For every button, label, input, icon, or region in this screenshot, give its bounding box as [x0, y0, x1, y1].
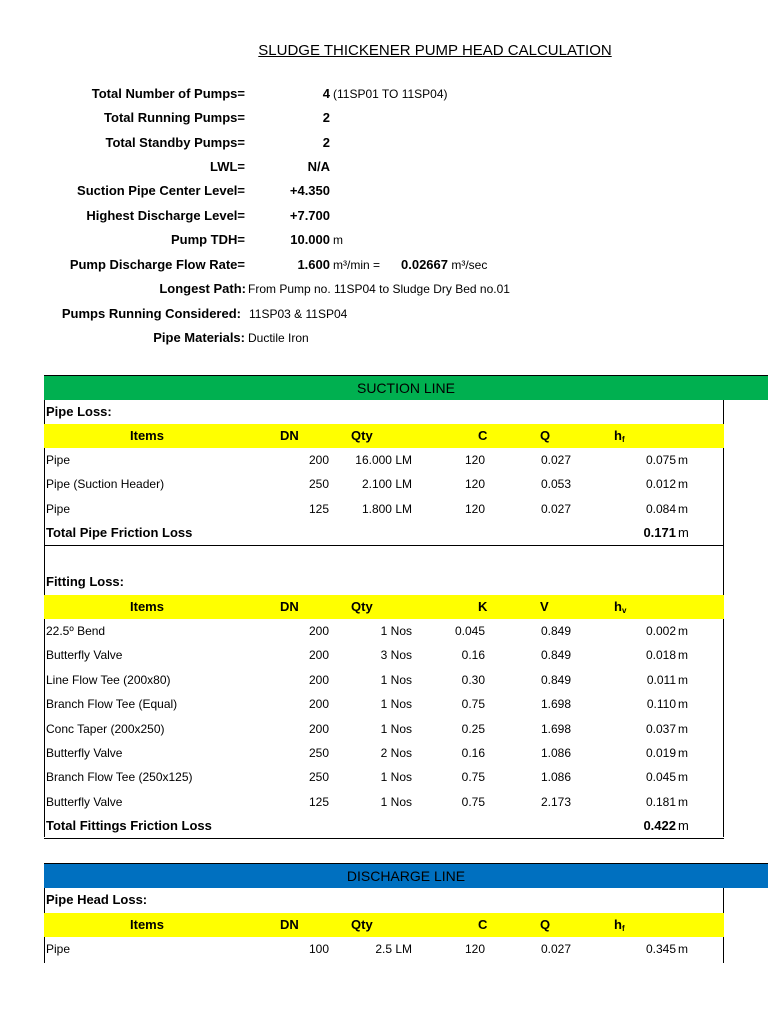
longest-path-row	[0, 278, 768, 300]
cell-dn: 200	[308, 721, 329, 736]
cell-unit: m	[678, 624, 688, 638]
col-qty: Qty	[351, 599, 373, 614]
cell-c: 0.75	[461, 697, 485, 712]
cell-h: 0.019	[645, 746, 676, 760]
cell-dn: 200	[308, 672, 329, 687]
col-q: Q	[540, 917, 551, 932]
flow-rate-value: 1.600	[297, 257, 330, 272]
cell-h: 0.084	[645, 501, 676, 516]
col-dn: DN	[280, 599, 299, 614]
table-row	[44, 472, 724, 496]
table-row	[44, 619, 724, 643]
col-hv: $h_v$	[614, 599, 627, 615]
cell-c: 0.16	[461, 648, 485, 663]
col-items: Items	[130, 428, 164, 443]
cell-c: 120	[464, 477, 485, 492]
table-row	[44, 937, 724, 961]
cell-q: 2.173	[541, 794, 572, 809]
cell-q: 0.849	[541, 624, 572, 638]
cell-h: 0.012	[645, 477, 676, 492]
cell-c: 120	[464, 453, 485, 467]
cell-qty: 1 Nos	[380, 721, 412, 736]
tdh-row	[0, 229, 768, 251]
tdh-unit: m	[333, 233, 343, 247]
lwl-row	[0, 156, 768, 178]
cell-dn: 100	[308, 942, 329, 956]
cell-unit: m	[678, 770, 688, 785]
cell-item: Conc Taper (200x250)	[46, 721, 165, 736]
lwl-label: LWL=	[209, 159, 245, 174]
discharge-level-value: +7.700	[289, 208, 330, 223]
pipe-loss-label: Pipe Loss:	[46, 404, 112, 419]
discharge-level-label: Highest Discharge Level=	[86, 208, 245, 223]
cell-qty: 2.100 LM	[361, 477, 412, 492]
pipe-materials-value: Ductile Iron	[248, 331, 309, 345]
cell-unit: m	[678, 942, 688, 956]
col-dn: DN	[280, 917, 299, 932]
col-c: C	[478, 428, 488, 443]
cell-h: 0.110	[646, 697, 676, 712]
col-dn: DN	[280, 428, 299, 443]
cell-unit: m	[678, 648, 688, 663]
cell-h: 0.045	[645, 770, 676, 785]
cell-qty: 1 Nos	[380, 770, 412, 785]
cell-dn: 200	[308, 624, 329, 638]
flow-rate-row	[0, 254, 768, 276]
longest-path-value: From Pump no. 11SP04 to Sludge Dry Bed no.01	[248, 282, 510, 296]
table-row	[44, 741, 724, 765]
fitting-loss-header-row	[44, 595, 724, 619]
fitting-total-label: Total Fittings Friction Loss	[46, 818, 212, 833]
col-hf: $h_f$	[614, 917, 625, 933]
cell-q: 1.698	[541, 721, 572, 736]
discharge-level-row	[0, 205, 768, 227]
suction-level-label: Suction Pipe Center Level=	[77, 183, 245, 198]
pipe-total-label: Total Pipe Friction Loss	[46, 525, 193, 540]
table-row	[44, 765, 724, 789]
pumps-considered-label: Pumps Running Considered:	[61, 306, 241, 321]
cell-item: 22.5º Bend	[46, 624, 106, 638]
table-row	[44, 692, 724, 716]
pipe-loss-header-row	[44, 424, 724, 448]
total-pumps-note: (11SP01 TO 11SP04)	[333, 87, 448, 101]
col-items: Items	[130, 599, 164, 614]
pipe-materials-row	[0, 327, 768, 349]
cell-dn: 200	[308, 453, 329, 467]
cell-unit: m	[678, 697, 688, 712]
cell-qty: 1 Nos	[380, 672, 412, 687]
cell-q: 0.027	[541, 942, 572, 956]
flow-rate-label: Pump Discharge Flow Rate=	[69, 257, 245, 272]
cell-qty: 2 Nos	[380, 746, 412, 760]
fitting-loss-label: Fitting Loss:	[46, 574, 124, 589]
cell-h: 0.002	[645, 624, 676, 638]
cell-qty: 1 Nos	[380, 624, 412, 638]
cell-unit: m	[678, 721, 688, 736]
pumps-considered-value: 11SP03 & 11SP04	[249, 307, 348, 321]
col-v: V	[540, 599, 549, 614]
col-c: C	[478, 917, 488, 932]
col-hf: $h_f$	[614, 428, 625, 444]
total-pumps-row	[0, 83, 768, 105]
fitting-total-unit: m	[678, 818, 689, 833]
cell-h: 0.075	[645, 453, 676, 467]
running-pumps-row	[0, 107, 768, 129]
cell-item: Pipe (Suction Header)	[46, 477, 165, 492]
cell-q: 0.849	[541, 672, 572, 687]
flow-rate-unit: m³/min =	[333, 258, 381, 272]
cell-q: 1.086	[541, 770, 572, 785]
fitting-total-row	[44, 814, 724, 839]
cell-dn: 125	[308, 501, 329, 516]
discharge-header-row	[44, 913, 724, 937]
cell-unit: m	[678, 794, 688, 809]
cell-c: 120	[464, 942, 485, 956]
pipe-materials-label: Pipe Materials:	[153, 330, 245, 345]
suction-line-bar: SUCTION LINE	[44, 375, 768, 400]
cell-dn: 125	[308, 794, 329, 809]
cell-qty: 3 Nos	[380, 648, 412, 663]
col-qty: Qty	[351, 428, 373, 443]
table-row	[44, 497, 724, 521]
standby-pumps-label: Total Standby Pumps=	[105, 135, 245, 150]
longest-path-label: Longest Path:	[159, 281, 246, 296]
discharge-line-bar: DISCHARGE LINE	[44, 863, 768, 888]
table-row	[44, 643, 724, 667]
cell-qty: 1.800 LM	[361, 501, 412, 516]
cell-h: 0.037	[645, 721, 676, 736]
cell-h: 0.345	[645, 942, 676, 956]
tdh-label: Pump TDH=	[170, 232, 245, 247]
standby-pumps-row	[0, 132, 768, 154]
table-row	[44, 790, 724, 814]
suction-level-row	[0, 180, 768, 202]
col-k: K	[478, 599, 488, 614]
page-title: SLUDGE THICKENER PUMP HEAD CALCULATION	[258, 42, 612, 59]
col-q: Q	[540, 428, 551, 443]
cell-item: Butterfly Valve	[46, 746, 123, 760]
running-pumps-value: 2	[322, 110, 330, 125]
cell-qty: 1 Nos	[380, 697, 412, 712]
flow-rate-unit2: m³/sec	[451, 258, 488, 272]
cell-unit: m	[678, 453, 688, 467]
pipe-total-value: 0.171	[643, 525, 676, 540]
cell-dn: 200	[308, 648, 329, 663]
total-pumps-label: Total Number of Pumps=	[91, 86, 245, 101]
running-pumps-label: Total Running Pumps=	[104, 110, 245, 125]
standby-pumps-value: 2	[322, 135, 330, 150]
cell-c: 0.30	[461, 672, 485, 687]
pumps-considered-row	[0, 303, 768, 325]
cell-dn: 250	[308, 770, 329, 785]
cell-unit: m	[678, 746, 688, 760]
cell-q: 0.027	[541, 501, 572, 516]
tdh-value: 10.000	[290, 232, 330, 247]
cell-h: 0.018	[645, 648, 676, 663]
cell-c: 0.25	[461, 721, 485, 736]
cell-item: Branch Flow Tee (Equal)	[46, 697, 178, 712]
table-row	[44, 717, 724, 741]
flow-rate-value2: 0.02667	[401, 257, 448, 272]
cell-dn: 250	[308, 477, 329, 492]
cell-item: Butterfly Valve	[46, 648, 123, 663]
cell-item: Pipe	[46, 453, 71, 467]
cell-qty: 2.5 LM	[375, 942, 412, 956]
col-qty: Qty	[351, 917, 373, 932]
cell-item: Pipe	[46, 942, 71, 956]
cell-item: Butterfly Valve	[46, 794, 123, 809]
cell-q: 0.849	[541, 648, 572, 663]
col-items: Items	[130, 917, 164, 932]
cell-q: 0.027	[541, 453, 572, 467]
cell-h: 0.011	[646, 672, 676, 687]
cell-c: 0.75	[461, 770, 485, 785]
pipe-head-loss-label: Pipe Head Loss:	[46, 892, 148, 907]
cell-qty: 1 Nos	[380, 794, 412, 809]
cell-c: 120	[464, 501, 485, 516]
table-row	[44, 668, 724, 692]
cell-c: 0.045	[454, 624, 485, 638]
cell-item: Line Flow Tee (200x80)	[46, 672, 171, 687]
suction-level-value: +4.350	[289, 183, 330, 198]
cell-qty: 16.000 LM	[355, 453, 412, 467]
cell-dn: 250	[308, 746, 329, 760]
cell-unit: m	[678, 477, 688, 492]
fitting-total-value: 0.422	[643, 818, 676, 833]
cell-c: 0.16	[461, 746, 485, 760]
cell-h: 0.181	[645, 794, 676, 809]
lwl-value: N/A	[307, 159, 330, 174]
table-row	[44, 448, 724, 472]
cell-q: 1.698	[541, 697, 572, 712]
cell-q: 0.053	[541, 477, 572, 492]
cell-item: Pipe	[46, 501, 71, 516]
cell-dn: 200	[308, 697, 329, 712]
pipe-total-unit: m	[678, 525, 689, 540]
pipe-total-row	[44, 521, 724, 546]
cell-unit: m	[678, 672, 688, 687]
cell-c: 0.75	[461, 794, 485, 809]
cell-unit: m	[678, 501, 688, 516]
cell-q: 1.086	[541, 746, 572, 760]
cell-item: Branch Flow Tee (250x125)	[46, 770, 193, 785]
total-pumps-value: 4	[322, 86, 330, 101]
